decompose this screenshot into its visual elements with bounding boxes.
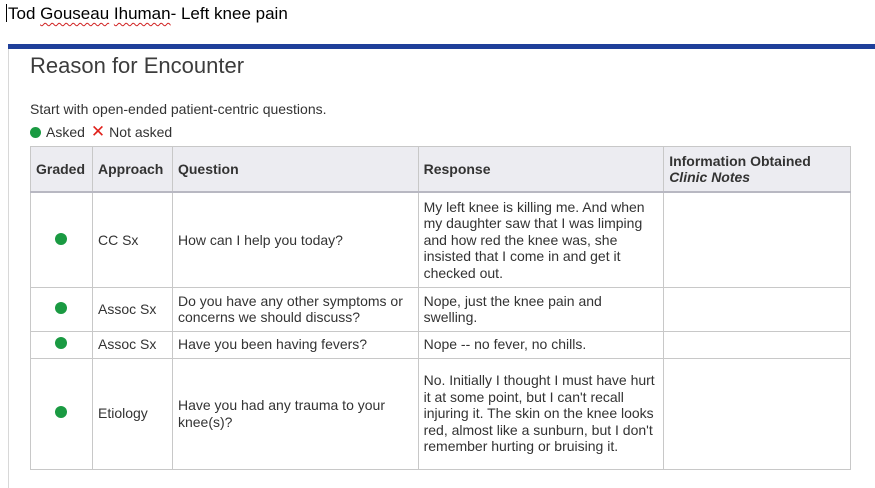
title-topic: - Left knee pain (170, 4, 288, 23)
header-response: Response (418, 147, 664, 193)
approach-cell: Etiology (92, 358, 172, 469)
graded-cell (31, 287, 93, 331)
content-left-border (8, 49, 9, 488)
text-cursor (6, 4, 7, 22)
header-question: Question (172, 147, 418, 193)
header-graded: Graded (31, 147, 93, 193)
info-cell[interactable] (664, 192, 851, 287)
info-cell[interactable] (664, 358, 851, 469)
header-information (664, 147, 851, 193)
section-intro: Start with open-ended patient-centric questions. (30, 101, 327, 117)
info-cell[interactable] (664, 287, 851, 331)
legend-not-asked-label: Not asked (109, 124, 173, 140)
encounter-table (30, 146, 851, 470)
table-row (31, 192, 851, 287)
asked-dot-icon (55, 406, 67, 418)
asked-dot-icon (30, 127, 41, 138)
graded-cell (31, 331, 93, 358)
table-row (31, 358, 851, 469)
approach-cell: Assoc Sx (92, 331, 172, 358)
asked-dot-icon (55, 233, 67, 245)
response-cell: Nope, just the knee pain and swelling. (418, 287, 664, 331)
question-cell: How can I help you today? (172, 192, 418, 287)
header-approach: Approach (92, 147, 172, 193)
legend-asked-label: Asked (46, 124, 85, 140)
legend (30, 124, 172, 140)
response-cell: No. Initially I thought I must have hurt it at some point, but I can't recall injuring it. The skin on the knee looks red, almost like a sunburn, but I don't remember hurting or bruising it. (418, 358, 664, 469)
table-header-row (31, 147, 851, 193)
graded-cell (31, 358, 93, 469)
question-cell: Have you had any trauma to your knee(s)? (172, 358, 418, 469)
title-name-first: Tod (8, 4, 36, 23)
section-title: Reason for Encounter (30, 53, 245, 78)
title-name-last: Ihuman (113, 4, 171, 23)
table-row (31, 331, 851, 358)
approach-cell: CC Sx (92, 192, 172, 287)
table-row (31, 287, 851, 331)
approach-cell: Assoc Sx (92, 287, 172, 331)
response-cell: My left knee is killing me. And when my daughter saw that I was limping and how red the knee was, she insisted that I come in and get it checked out. (418, 192, 664, 287)
asked-dot-icon (55, 302, 67, 314)
graded-cell (31, 192, 93, 287)
asked-dot-icon (55, 337, 67, 349)
title-name-middle: Gouseau (40, 4, 110, 23)
section-header-bar (8, 44, 875, 49)
question-cell: Do you have any other symptoms or concerns we should discuss? (172, 287, 418, 331)
header-info-sub: Clinic Notes (669, 169, 751, 185)
info-cell[interactable] (664, 331, 851, 358)
document-title[interactable] (6, 4, 288, 24)
response-cell: Nope -- no fever, no chills. (418, 331, 664, 358)
question-cell: Have you been having fevers? (172, 331, 418, 358)
header-info-label: Information Obtained (669, 152, 811, 169)
not-asked-x-icon: ✕ (90, 122, 106, 141)
